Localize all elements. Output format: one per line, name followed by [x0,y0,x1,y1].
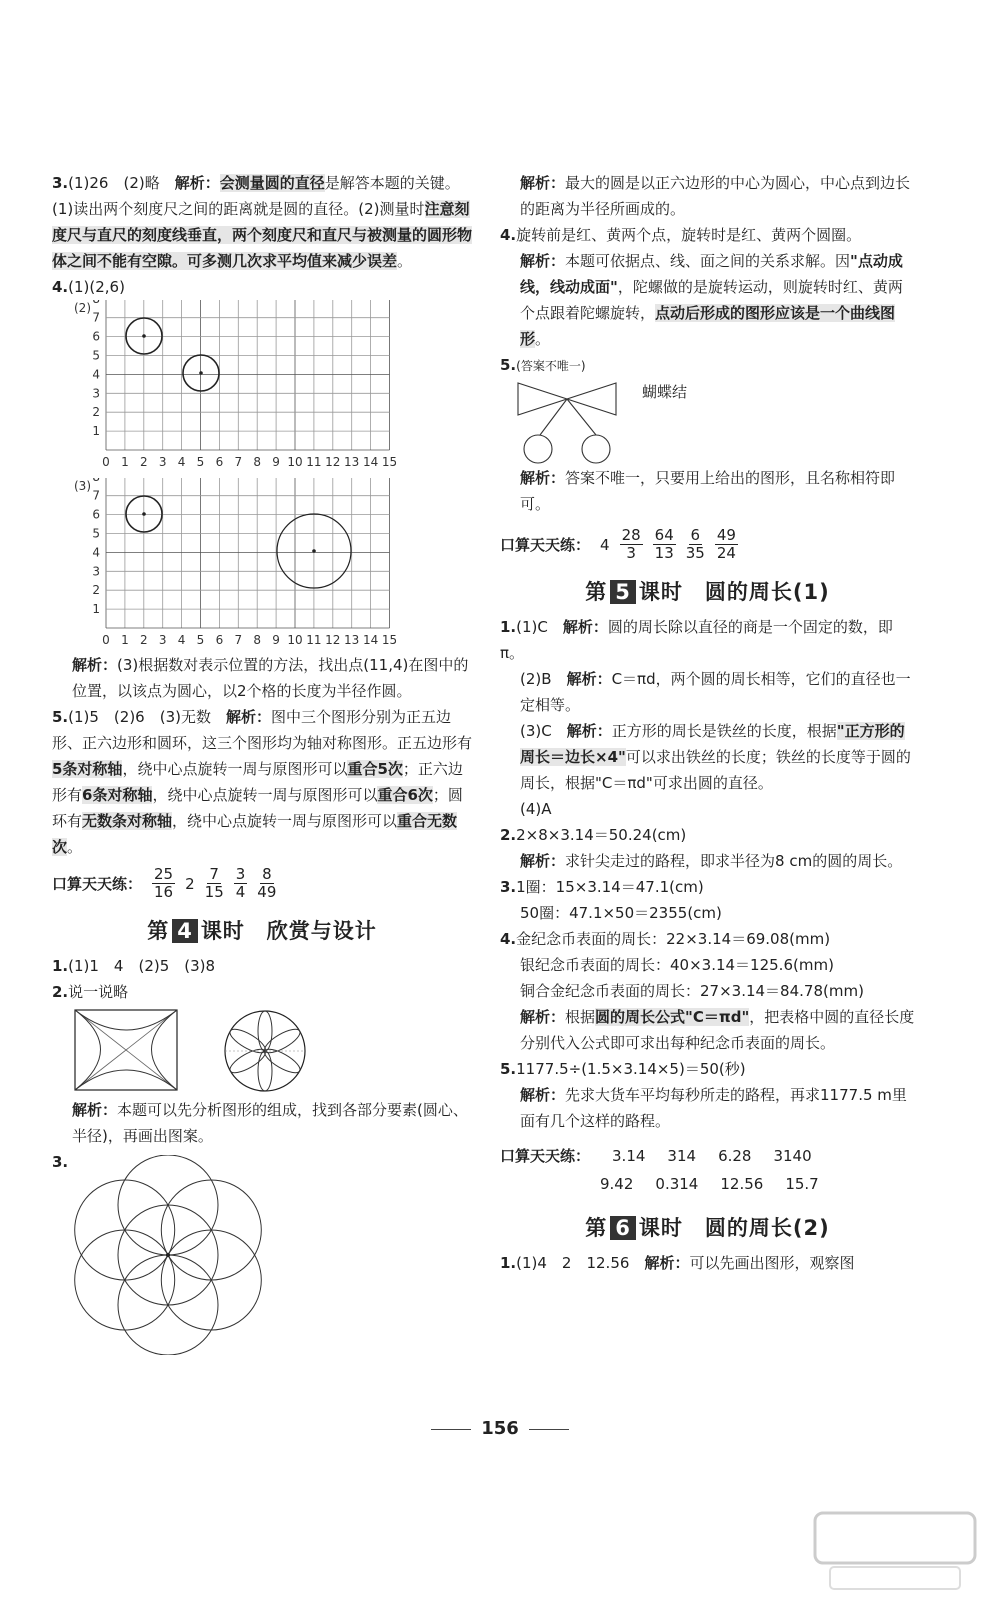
numerator: 28 [621,526,641,544]
explanation-label: 解析： [566,722,612,740]
question-number: 3. [52,1153,69,1171]
answer: (1)C [516,618,548,636]
answer: 铜合金纪念币表面的周长：27×3.14＝84.78(mm) [520,982,864,1000]
question-number: 1. [500,1254,517,1272]
numerator: 3 [235,865,246,883]
highlight: 点动后形成的图形应该是一个曲线图形 [520,304,896,348]
x-tick-label: 15 [381,455,398,469]
y-tick-label: 2 [92,405,100,420]
explanation-text: C＝πd，两个圆的周长相等，它们的直径也一定相等。 [520,670,911,714]
answer: (1)4 2 12.56 [516,1254,630,1272]
oral-item: 12.56 [720,1175,764,1193]
oral-item: 0.314 [655,1175,699,1193]
x-tick-label: 0 [102,633,110,647]
explanation-text: 正方形的周长是铁丝的长度，根据 [611,722,837,740]
right-q4-explanation [500,248,915,352]
l4-q1 [52,953,472,979]
coordinate-grid-3 [74,478,472,652]
right-top-explanation [500,170,915,222]
explanation-text: 圆的周长除以直径的商是一个固定的数，即π。 [500,618,893,662]
answer: (1)26 (2)略 [68,174,160,192]
x-tick-label: 2 [139,455,148,469]
x-tick-label: 7 [234,455,243,469]
oral-label: 口算天天练： [500,536,591,554]
explanation-label: 解析： [226,708,272,726]
explanation-text: 根据 [565,1008,596,1026]
page-number [0,1418,1000,1439]
highlight: 重合无数次 [52,812,458,856]
answer: (1)(2,6) [68,278,125,296]
l5-q2-explanation [500,848,915,874]
question-number: 3. [52,174,69,192]
highlight: 5条对称轴 [52,760,123,778]
l5-q5-explanation [500,1082,915,1134]
x-tick-label: 10 [287,455,303,469]
explanation-text: 图中三个图形分别为正五边形、正六边形和圆环，这三个图形均为轴对称图形。正五边形有 [52,708,473,752]
x-tick-label: 2 [139,633,148,647]
highlight: 无数条对称轴 [82,812,173,830]
question-number: 2. [52,983,69,1001]
explanation-label: 解析： [520,469,566,487]
fraction [257,866,276,901]
y-tick-label: 1 [92,602,100,617]
question-number: 1. [52,957,69,975]
oral-item: 9.42 [600,1175,634,1193]
highlight: 重合5次 [347,760,403,778]
y-tick-label: 1 [92,424,100,439]
explanation-text: 最大的圆是以正六边形的中心为圆心，中心点到边长的距离为半径所画成的。 [520,174,911,218]
denominator: 35 [685,544,705,562]
explanation-label: 解析： [562,618,608,636]
left-q4-explanation [52,652,472,704]
l5-q4-line2 [500,952,915,978]
explanation-label: 解析： [72,656,118,674]
question-number: 1. [500,618,517,636]
l5-q1-3 [500,718,915,796]
denominator: 24 [716,544,736,562]
explanation-text: ；正六边形有 [52,760,463,804]
x-tick-label: 3 [158,633,167,647]
highlight: 注意刻度尺与直尺的刻度线垂直，两个刻度尺和直尺与被测量的圆形物体之间不能有空隙。可多测几次求平均值来减少误差 [52,200,473,270]
oral-item: 4 [600,535,610,554]
lesson-name: 课时 圆的周长(1) [638,580,830,604]
oral-item: 3140 [773,1147,812,1165]
explanation-label: 解析： [520,1008,566,1026]
center-point [199,371,203,375]
oral-item: 314 [667,1147,697,1165]
answer: 1177.5÷(1.5×3.14×5)＝50(秒) [516,1060,746,1078]
question-number: 3. [500,878,517,896]
x-tick-label: 11 [306,633,322,647]
x-tick-label: 0 [102,455,110,469]
right-q5-explanation [500,465,915,517]
center-point [312,549,316,553]
explanation-text: ，绕中心点旋转一周与原图形可以 [152,786,378,804]
y-tick-label [92,478,100,484]
lesson-name: 课时 欣赏与设计 [200,919,377,943]
x-tick-label: 5 [196,455,205,469]
l5-q1-4 [500,796,915,822]
left-q5 [52,704,472,860]
fraction [152,866,175,901]
lesson-number: 4 [172,919,198,943]
right-column [500,170,915,1276]
lesson-4-title [52,915,472,945]
l5-q3 [500,874,915,900]
answer: (4)A [520,800,552,818]
x-tick-label: 3 [158,455,167,469]
explanation-text: 是解答本题的关键。(1)读出两个刻度尺之间的距离就是圆的直径。(2)测量时 [52,174,460,218]
answer: 1圈：15×3.14＝47.1(cm) [516,878,704,896]
left-q3 [52,170,472,274]
lesson-5-title [500,576,915,606]
l5-q5 [500,1056,915,1082]
explanation-label: 解析： [72,1101,118,1119]
fraction [620,527,643,562]
x-tick-label: 11 [306,455,322,469]
y-tick-label: 4 [92,545,100,560]
l5-q4 [500,926,915,952]
numerator: 6 [690,526,701,544]
right-q4 [500,222,915,248]
explanation-label: 解析： [566,670,612,688]
explanation-label: 解析： [174,174,220,192]
explanation-text: ，绕中心点旋转一周与原图形可以 [122,760,348,778]
page-number-text: 156 [481,1418,519,1439]
explanation-label: 解析： [520,1086,566,1104]
numerator: 49 [716,526,736,544]
y-tick-label: 6 [92,329,100,344]
explanation-text: ，把表格中圆的直径长度分别代入公式即可求出每种纪念币表面的周长。 [520,1008,915,1052]
highlight: "点动成线，线动成面" [520,252,903,296]
answer: 旋转前是红、黄两个点，旋转时是红、黄两个圆圈。 [516,226,862,244]
grid-label: (2) [74,301,91,315]
x-tick-label: 4 [177,633,186,647]
oral-label: 口算天天练： [52,875,143,893]
l5-q1 [500,614,915,666]
denominator: 3 [626,544,636,562]
highlight: 圆的周长公式"C＝πd" [595,1008,750,1026]
answer: (2)B [520,670,552,688]
explanation-text: ，陀螺做的是旋转运动，则旋转时红、黄两个点跟着陀螺旋转， [520,278,903,322]
oral-practice-1 [52,866,472,901]
y-tick-label: 5 [92,348,100,363]
fraction [205,866,224,901]
figure-label: 蝴蝶结 [642,383,688,401]
explanation-text: 求针尖走过的路程，即求半径为8 cm的圆的周长。 [565,852,903,870]
l4-q3 [52,1149,472,1359]
right-q5 [500,352,915,379]
explanation-text: ；圆环有 [52,786,463,830]
grid-label: (3) [74,479,91,493]
x-tick-label: 14 [362,633,379,647]
explanation-label: 解析： [644,1254,690,1272]
note: (答案不唯一) [516,359,586,373]
answer: 金纪念币表面的周长：22×3.14＝69.08(mm) [516,930,831,948]
x-tick-label: 12 [325,633,341,647]
coordinate-grid-2 [74,300,472,474]
l4-q2-figures [74,1009,472,1093]
oral-practice-2 [500,527,915,562]
answer: 银纪念币表面的周长：40×3.14＝125.6(mm) [520,956,834,974]
oral-item: 15.7 [785,1175,819,1193]
fraction [653,527,676,562]
watermark-logo [810,1505,980,1595]
numerator: 25 [154,865,174,883]
six-circle-flower-figure [70,1155,270,1355]
explanation-label: 解析： [520,252,566,270]
l5-q4-line3 [500,978,915,1004]
denominator: 49 [257,883,277,901]
square-pattern-figure [74,1009,178,1091]
explanation-label: 解析： [520,852,566,870]
center-point [142,334,146,338]
explanation-text: 可以先画出图形，观察图 [689,1254,855,1272]
left-q4 [52,274,472,300]
x-tick-label: 15 [381,633,398,647]
highlight: 会测量圆的直径 [219,174,325,192]
answer: 说一说略 [68,983,129,1001]
explanation-text: 先求大货车平均每秒所走的路程，再求1177.5 m里面有几个这样的路程。 [520,1086,907,1130]
oral-practice-3 [500,1142,915,1198]
y-tick-label: 3 [92,564,100,579]
explanation-text: 。 [535,330,551,348]
question-number: 4. [500,930,517,948]
y-tick-label: 6 [92,507,100,522]
y-tick-label: 7 [92,310,100,325]
question-number: 5. [500,356,517,374]
denominator: 13 [654,544,674,562]
denominator: 4 [235,883,246,901]
question-number: 4. [500,226,517,244]
oral-item: 6.28 [718,1147,752,1165]
question-number: 4. [52,278,69,296]
x-tick-label: 12 [325,455,341,469]
explanation-text: 本题可依据点、线、面之间的关系求解。因 [565,252,851,270]
bow-figure [512,379,915,465]
x-tick-label: 1 [121,455,129,469]
y-tick-label: 2 [92,583,100,598]
numerator: 64 [654,526,674,544]
left-column [52,170,472,1359]
x-tick-label: 7 [234,633,243,647]
question-number: 5. [500,1060,517,1078]
question-number: 5. [52,708,69,726]
center-point [142,512,146,516]
answer: (1)1 4 (2)5 (3)8 [68,957,216,975]
x-tick-label: 6 [215,455,224,469]
lesson-pre: 第 [147,919,170,943]
x-tick-label: 13 [344,455,360,469]
l5-q1-2 [500,666,915,718]
x-tick-label: 9 [272,455,280,469]
explanation-text: 。 [397,252,413,270]
fraction [715,527,738,562]
l5-q4-explanation [500,1004,915,1056]
numerator: 8 [262,865,272,883]
x-tick-label: 13 [344,633,360,647]
highlight: 6条对称轴 [82,786,153,804]
answer: (3)C [520,722,552,740]
answer: 2×8×3.14＝50.24(cm) [516,826,687,844]
oral-label: 口算天天练： [500,1147,591,1165]
oral-item: 2 [185,874,195,893]
y-tick-label: 4 [92,367,100,382]
explanation-text: 答案不唯一，只要用上给出的图形，且名称相符即可。 [520,469,896,513]
lesson-pre: 第 [585,580,608,604]
explanation-text: 。 [67,838,83,856]
denominator: 16 [154,883,174,901]
explanation-text: 本题可以先分析图形的组成，找到各部分要素(圆心、半径)，再画出图案。 [72,1101,468,1145]
x-tick-label: 9 [272,633,280,647]
l4-q2-explanation [52,1097,472,1149]
x-tick-label: 5 [196,633,205,647]
oral-item: 3.14 [612,1147,646,1165]
lesson-number: 6 [610,1216,636,1240]
numerator: 7 [209,865,219,883]
denominator: 15 [204,883,224,901]
explanation-text: (3)根据数对表示位置的方法，找出点(11,4)在图中的位置，以该点为圆心，以2个格的长度为半径作圆。 [72,656,469,700]
grid-svg-2 [74,300,414,470]
l5-q3-line2 [500,900,915,926]
y-tick-label: 3 [92,386,100,401]
x-tick-label: 14 [362,455,379,469]
flower-pattern-figure [223,1009,307,1093]
highlight: 重合6次 [377,786,433,804]
question-number: 2. [500,826,517,844]
fraction [686,527,705,562]
x-tick-label: 4 [177,455,186,469]
y-tick-label: 5 [92,526,100,541]
lesson-number: 5 [610,580,636,604]
x-tick-label: 1 [121,633,129,647]
l5-q2 [500,822,915,848]
lesson-6-title [500,1212,915,1242]
answer: 50圈：47.1×50＝2355(cm) [520,904,722,922]
highlight: "正方形的周长＝边长×4" [520,722,905,766]
fraction [234,866,248,901]
lesson-pre: 第 [585,1216,608,1240]
x-tick-label: 8 [253,633,262,647]
x-tick-label: 6 [215,633,224,647]
x-tick-label: 8 [253,455,262,469]
bow-tie-drawing [512,379,622,465]
grid-svg-3 [74,478,414,648]
answer: (1)5 (2)6 (3)无数 [68,708,211,726]
y-tick-label: 7 [92,488,100,503]
l4-q2 [52,979,472,1005]
x-tick-label: 10 [287,633,303,647]
explanation-text: ，绕中心点旋转一周与原图形可以 [172,812,398,830]
y-tick-label [92,300,100,306]
explanation-label: 解析： [520,174,566,192]
explanation-text: 可以求出铁丝的长度；铁丝的长度等于圆的周长，根据"C＝πd"可求出圆的直径。 [520,748,911,792]
lesson-name: 课时 圆的周长(2) [638,1216,830,1240]
l6-q1 [500,1250,915,1276]
